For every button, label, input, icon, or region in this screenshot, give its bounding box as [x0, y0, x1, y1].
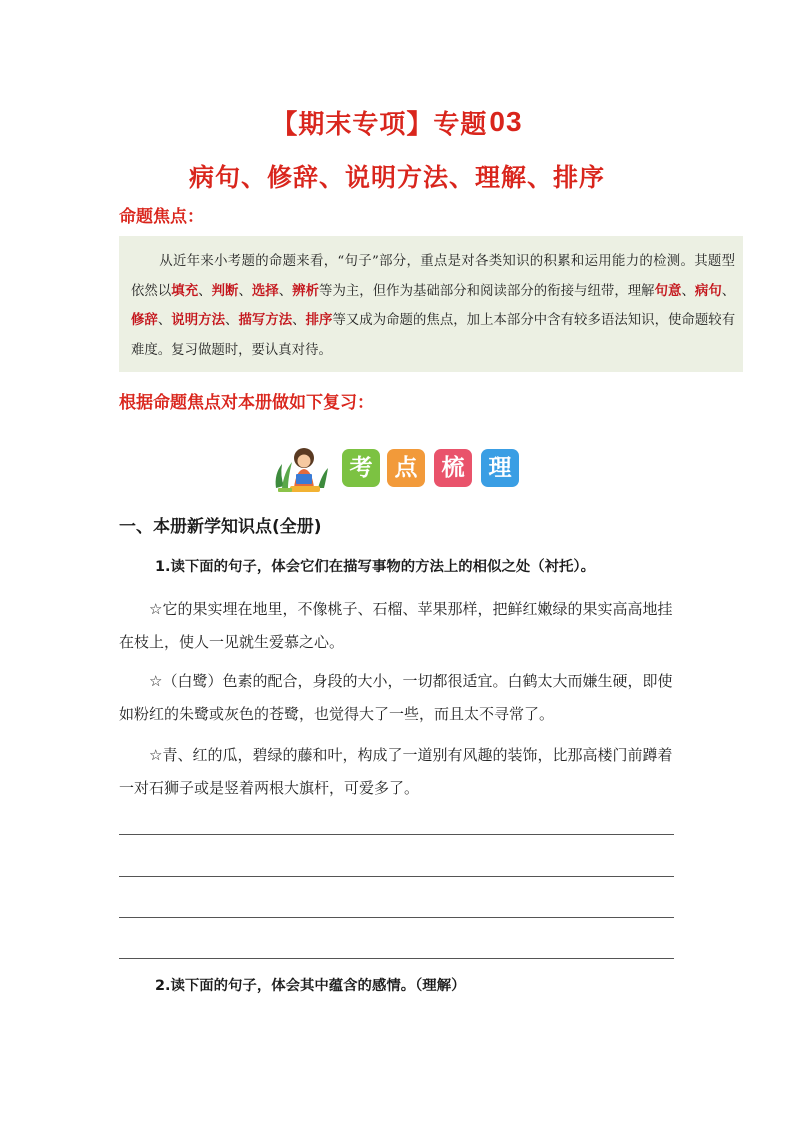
review-label: 根据命题焦点对本册做如下复习： — [119, 393, 374, 413]
answer-line[interactable] — [119, 917, 674, 918]
page-subtitle: 病句、修辞、说明方法、理解、排序 — [188, 163, 605, 192]
focus-text-segment: 、 — [681, 283, 695, 299]
reading-girl-icon — [272, 444, 332, 494]
keyword-highlight: 判断 — [211, 282, 239, 299]
keyword-highlight: 修辞 — [131, 312, 158, 328]
example-sentence-2: ☆（白鹭）色素的配合，身段的大小，一切都很适宜。白鹤太大而嫌生硬，即使如粉红的朱鹭或灰色的苍鹭，也觉得大了一些，而且太不寻常了。 — [119, 672, 673, 723]
keyword-highlight: 说明方法 — [171, 312, 225, 328]
focus-text-segment: 从近年来小考题的命题来看，“句子”部分，重点是对各类知识的积累和运用能力的检测。其题型依然以 — [131, 254, 735, 299]
focus-text-segment: 等为主，但作为基础部分和阅读部分的衔接与纽带，理解 — [319, 283, 655, 299]
banner-tile-dian: 点 — [387, 449, 425, 487]
question-1: 1.读下面的句子，体会它们在描写事物的方法上的相似之处（衬托）。 — [155, 559, 596, 575]
focus-text-segment: 、 — [157, 313, 172, 328]
keyword-highlight: 句意 — [654, 282, 682, 299]
page-title — [0, 104, 794, 141]
focus-text-segment: 、 — [278, 283, 293, 299]
keyword-highlight: 排序 — [305, 312, 333, 328]
keyword-highlight: 填充 — [171, 282, 199, 299]
review-banner — [272, 444, 527, 494]
banner-tile-kao: 考 — [342, 449, 380, 487]
focus-text-segment: 、 — [225, 313, 239, 328]
keyword-highlight: 选择 — [251, 282, 279, 299]
focus-label: 命题焦点： — [119, 207, 204, 227]
example-sentence-3: ☆青、红的瓜，碧绿的藤和叶，构成了一道别有风趣的装饰，比那高楼门前蹲着一对石狮子或是竖着两根大旗杆，可爱多了。 — [119, 746, 673, 797]
answer-line[interactable] — [119, 958, 674, 959]
answer-line[interactable] — [119, 876, 674, 877]
section-heading: 一、本册新学知识点(全册) — [119, 517, 322, 537]
keyword-highlight: 辨析 — [292, 282, 320, 299]
focus-text-segment: 、 — [721, 283, 736, 299]
answer-line[interactable] — [119, 834, 674, 835]
focus-text-segment: 、 — [238, 283, 252, 299]
focus-text-segment: 、 — [292, 313, 306, 328]
keyword-highlight: 描写方法 — [238, 312, 293, 328]
title-number: 03 — [489, 106, 523, 137]
banner-tile-shu: 梳 — [434, 449, 472, 487]
keyword-highlight: 病句 — [694, 282, 722, 299]
example-sentence-1: ☆它的果实埋在地里，不像桃子、石榴、苹果那样，把鲜红嫩绿的果实高高地挂在枝上，使人一见就生爱慕之心。 — [119, 600, 673, 651]
banner-tile-li: 理 — [481, 449, 519, 487]
title-main: 【期末专项】专题 — [271, 110, 488, 140]
question-2: 2.读下面的句子，体会其中蕴含的感情。（理解） — [155, 978, 466, 994]
focus-text-segment: 、 — [198, 283, 212, 299]
focus-paragraph — [131, 247, 735, 365]
focus-box — [119, 236, 743, 372]
focus-text-segment: 等又成为命题的焦点，加上本部分中含有较多语法知识，使命题较有难度。复习做题时，要认真对待。 — [131, 313, 736, 358]
